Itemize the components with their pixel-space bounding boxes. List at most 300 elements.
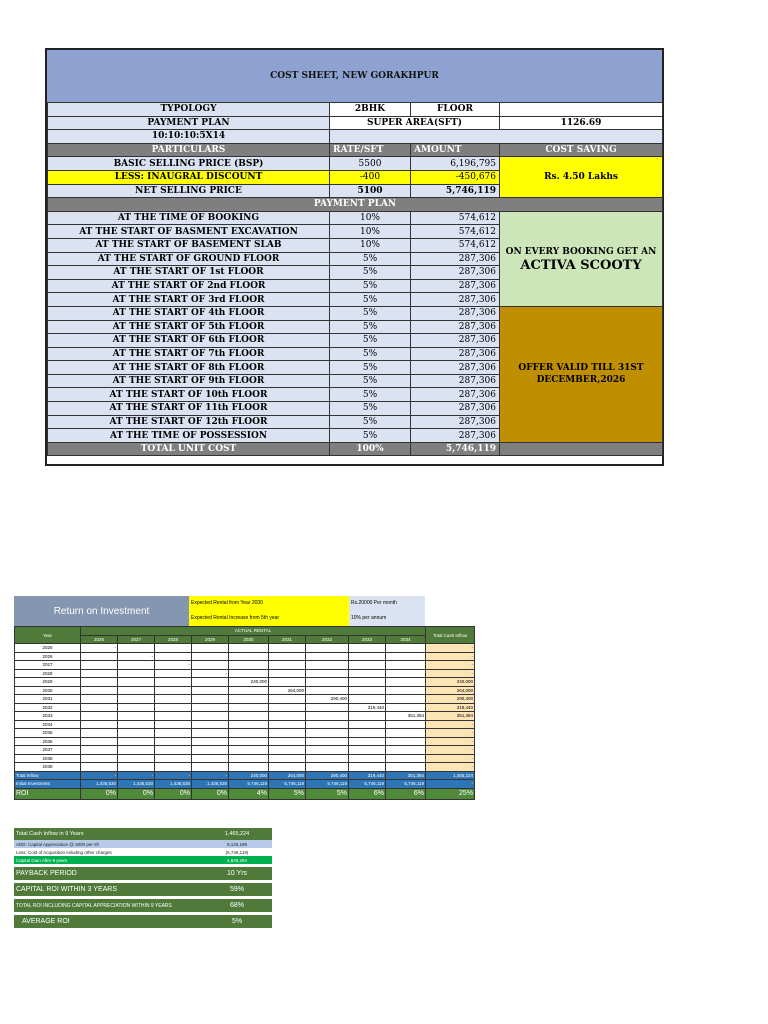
year-column-header: 2029 xyxy=(192,635,229,644)
roi-row xyxy=(15,720,475,729)
roi-row-year: 2028 xyxy=(15,669,81,678)
year-column-header: 2031 xyxy=(269,635,306,644)
appreciation-label: ADD: Capital Appreciation @ 3000 per sft xyxy=(16,841,99,847)
roi-cell xyxy=(192,703,229,712)
roi-cell xyxy=(155,763,192,772)
total-roi-label: TOTAL ROI INCLUDING CAPITAL APPRECIATION WITHIN 9 YEARS xyxy=(16,902,172,909)
year-column-header: 2033 xyxy=(349,635,386,644)
stage-amount: 287,306 xyxy=(411,306,500,320)
roi-row-year: 2037 xyxy=(15,746,81,755)
roi-cell xyxy=(229,695,269,704)
roi-cell xyxy=(349,737,386,746)
roi-cell xyxy=(386,729,426,738)
stage-amount: 287,306 xyxy=(411,252,500,266)
total-inflow-cell: 351,384 xyxy=(386,771,426,780)
roi-cell: 5% xyxy=(269,788,306,799)
typology-value: 2BHK xyxy=(330,103,411,117)
plan-code: 10:10:10:5X14 xyxy=(48,130,330,144)
capital-gain-value: 4,845,294 xyxy=(226,857,248,863)
roi-cell xyxy=(349,754,386,763)
roi-cell xyxy=(386,695,426,704)
roi-cell xyxy=(306,746,349,755)
roi-cell xyxy=(155,729,192,738)
roi-cell xyxy=(386,746,426,755)
roi-cell xyxy=(269,737,306,746)
roi-row xyxy=(15,686,475,695)
roi-row xyxy=(15,788,475,799)
roi-cell xyxy=(269,754,306,763)
roi-cell xyxy=(229,652,269,661)
roi-cell xyxy=(155,720,192,729)
cash-inflow-label: Total Cash Inflow in 9 Years xyxy=(16,831,84,837)
roi-cell xyxy=(229,746,269,755)
stage-amount: 287,306 xyxy=(411,388,500,402)
stage-label: AT THE START OF 6th FLOOR xyxy=(48,334,330,348)
total-inflow-cell: 319,440 xyxy=(349,771,386,780)
initial-investment-cell: 5,746,119 xyxy=(386,780,426,789)
roi-cell xyxy=(349,746,386,755)
roi-cell xyxy=(81,754,118,763)
roi-cell xyxy=(386,763,426,772)
stage-amount: 287,306 xyxy=(411,361,500,375)
roi-cell xyxy=(192,737,229,746)
total-amount: 5,746,119 xyxy=(411,442,500,456)
bsp-amount: 6,196,795 xyxy=(411,157,500,171)
roi-cell: 0% xyxy=(155,788,192,799)
roi-row-total: - xyxy=(426,669,475,678)
roi-cell xyxy=(155,669,192,678)
roi-row-year: 2034 xyxy=(15,720,81,729)
stage-label: AT THE START OF GROUND FLOOR xyxy=(48,252,330,266)
rate-header: RATE/SFT xyxy=(330,143,411,157)
particulars-header: PARTICULARS xyxy=(48,143,330,157)
initial-investment-cell: 5,746,119 xyxy=(269,780,306,789)
stage-label: AT THE START OF 8th FLOOR xyxy=(48,361,330,375)
roi-cell xyxy=(386,754,426,763)
roi-cell xyxy=(81,729,118,738)
booking-offer-line1: ON EVERY BOOKING GET AN xyxy=(505,246,657,257)
stage-pct: 5% xyxy=(330,306,411,320)
roi-row-total: 290,400 xyxy=(426,695,475,704)
roi-cell xyxy=(192,712,229,721)
roi-cell xyxy=(118,720,155,729)
roi-cell xyxy=(386,720,426,729)
roi-cell xyxy=(81,695,118,704)
roi-row xyxy=(15,652,475,661)
roi-cell xyxy=(155,644,192,653)
appreciation-value: 9,126,189 xyxy=(226,841,248,847)
net-rate: 5100 xyxy=(330,184,411,198)
cash-inflow-row xyxy=(14,828,272,840)
roi-cell xyxy=(386,686,426,695)
roi-total: 25% xyxy=(426,788,475,799)
stage-pct: 10% xyxy=(330,211,411,225)
stage-label: AT THE START OF 12th FLOOR xyxy=(48,415,330,429)
total-roi-row xyxy=(14,899,272,912)
roi-cell xyxy=(269,720,306,729)
stage-amount: 287,306 xyxy=(411,429,500,443)
roi-cell xyxy=(349,763,386,772)
roi-cell xyxy=(269,703,306,712)
initial-investment-cell: 5,746,119 xyxy=(306,780,349,789)
expected-rental-value: Rs.20000 Per month xyxy=(349,596,425,611)
stage-amount: 287,306 xyxy=(411,334,500,348)
roi-row xyxy=(15,729,475,738)
roi-row-year: 2031 xyxy=(15,695,81,704)
rental-increase-value: 10% per annum xyxy=(349,611,425,626)
stage-label: AT THE START OF 9th FLOOR xyxy=(48,374,330,388)
stage-amount: 574,612 xyxy=(411,238,500,252)
stage-amount: 574,612 xyxy=(411,211,500,225)
roi-row-year: 2027 xyxy=(15,661,81,670)
capital-roi-row xyxy=(14,883,272,896)
roi-cell xyxy=(118,754,155,763)
roi-cell: 351,384 xyxy=(386,712,426,721)
roi-cell xyxy=(118,703,155,712)
roi-cell xyxy=(155,652,192,661)
roi-cell xyxy=(386,737,426,746)
roi-cell xyxy=(192,763,229,772)
payment-plan-label: PAYMENT PLAN xyxy=(48,116,330,130)
roi-cell xyxy=(118,695,155,704)
roi-cell xyxy=(192,652,229,661)
roi-cell xyxy=(349,695,386,704)
roi-cell xyxy=(192,754,229,763)
roi-cell xyxy=(269,712,306,721)
payback-row xyxy=(14,867,272,880)
stage-label: AT THE START OF 10th FLOOR xyxy=(48,388,330,402)
roi-cell xyxy=(306,729,349,738)
roi-row-year: 2025 xyxy=(15,644,81,653)
year-column-header: 2026 xyxy=(81,635,118,644)
roi-cell: - xyxy=(118,652,155,661)
initial-investment-cell: 5,746,119 xyxy=(349,780,386,789)
cost-sheet-table xyxy=(47,102,663,456)
roi-cell: 319,440 xyxy=(349,703,386,712)
stage-amount: 287,306 xyxy=(411,415,500,429)
roi-row-total: - xyxy=(426,720,475,729)
roi-cell xyxy=(118,678,155,687)
roi-row-total: - xyxy=(426,661,475,670)
roi-cell xyxy=(118,763,155,772)
stage-label: AT THE START OF 4th FLOOR xyxy=(48,306,330,320)
roi-cell xyxy=(155,737,192,746)
discount-rate: -400 xyxy=(330,170,411,184)
capital-roi-value: 59% xyxy=(229,886,244,893)
total-inflow-row xyxy=(15,771,475,780)
total-inflow-cell: - xyxy=(192,771,229,780)
stage-amount: 287,306 xyxy=(411,320,500,334)
initial-investment-label: Initial Investment xyxy=(15,780,81,789)
stage-amount: 287,306 xyxy=(411,347,500,361)
year-column-header: 2030 xyxy=(229,635,269,644)
payment-plan-header: PAYMENT PLAN xyxy=(48,198,663,212)
typology-label: TYPOLOGY xyxy=(48,103,330,117)
total-inflow-cell: 264,000 xyxy=(269,771,306,780)
roi-cell xyxy=(269,669,306,678)
roi-cell xyxy=(81,720,118,729)
stage-pct: 5% xyxy=(330,320,411,334)
roi-row xyxy=(15,644,475,653)
roi-cell xyxy=(81,669,118,678)
stage-label: AT THE START OF 5th FLOOR xyxy=(48,320,330,334)
booking-offer xyxy=(500,211,663,306)
stage-pct: 5% xyxy=(330,347,411,361)
total-cash-header: Total Cash Inflow xyxy=(426,627,475,644)
roi-row xyxy=(15,746,475,755)
roi-cell xyxy=(118,712,155,721)
roi-cell xyxy=(229,644,269,653)
roi-row-total: - xyxy=(426,763,475,772)
stage-label: AT THE START OF 3rd FLOOR xyxy=(48,293,330,307)
roi-row-year: 2030 xyxy=(15,686,81,695)
average-roi-label: AVERAGE ROI xyxy=(22,918,70,925)
roi-cell xyxy=(118,644,155,653)
roi-cell xyxy=(386,669,426,678)
payback-value: 10 Yrs xyxy=(226,870,248,877)
roi-cell xyxy=(386,703,426,712)
roi-row-year: 2036 xyxy=(15,737,81,746)
roi-cell xyxy=(306,678,349,687)
stage-row xyxy=(48,306,663,320)
roi-cell: 0% xyxy=(192,788,229,799)
acquisition-value: (5,746,119) xyxy=(225,849,249,855)
roi-cell xyxy=(155,686,192,695)
roi-cell xyxy=(81,712,118,721)
roi-cell xyxy=(269,746,306,755)
discount-amount: -450,676 xyxy=(411,170,500,184)
stage-pct: 5% xyxy=(330,415,411,429)
stage-pct: 5% xyxy=(330,429,411,443)
roi-cell xyxy=(192,644,229,653)
roi-cell xyxy=(192,661,229,670)
roi-summary xyxy=(14,828,272,928)
roi-cell xyxy=(349,644,386,653)
roi-cell xyxy=(229,703,269,712)
roi-row-year: 2039 xyxy=(15,763,81,772)
roi-cell xyxy=(349,669,386,678)
roi-cell: 0% xyxy=(118,788,155,799)
roi-cell xyxy=(229,763,269,772)
rental-increase-label: Expected Rental Increase from 5th year xyxy=(189,611,349,626)
year-column-header: 2032 xyxy=(306,635,349,644)
roi-cell: - xyxy=(155,661,192,670)
total-inflow-cell: - xyxy=(118,771,155,780)
roi-row-year: 2026 xyxy=(15,652,81,661)
capital-gain-row xyxy=(14,856,272,864)
roi-row xyxy=(15,703,475,712)
initial-investment-cell: 5,746,119 xyxy=(229,780,269,789)
stage-label: AT THE START OF 1st FLOOR xyxy=(48,266,330,280)
roi-row-total: - xyxy=(426,737,475,746)
roi-cell xyxy=(306,644,349,653)
capital-gain-label: Capital Gain After 9 years xyxy=(16,857,68,863)
roi-cell xyxy=(81,652,118,661)
total-inflow-cell: - xyxy=(155,771,192,780)
total-blank xyxy=(500,442,663,456)
roi-cell: 290,400 xyxy=(306,695,349,704)
roi-cell xyxy=(81,737,118,746)
initial-investment-cell: 1,436,530 xyxy=(155,780,192,789)
bsp-rate: 5500 xyxy=(330,157,411,171)
initial-investment-cell: 1,436,530 xyxy=(118,780,155,789)
roi-cell xyxy=(306,703,349,712)
total-inflow-cell: 290,400 xyxy=(306,771,349,780)
acquisition-row xyxy=(14,848,272,856)
cash-inflow-value: 1,465,224 xyxy=(224,831,250,837)
roi-cell: 0% xyxy=(81,788,118,799)
roi-row-year: 2038 xyxy=(15,754,81,763)
stage-amount: 287,306 xyxy=(411,374,500,388)
stage-amount: 287,306 xyxy=(411,402,500,416)
roi-title: Return on Investment xyxy=(14,596,189,626)
roi-cell xyxy=(229,669,269,678)
roi-cell xyxy=(386,652,426,661)
roi-cell xyxy=(81,678,118,687)
roi-cell xyxy=(386,661,426,670)
amount-header: AMOUNT xyxy=(411,143,500,157)
floor-label: FLOOR xyxy=(411,103,500,117)
cost-saving-value: Rs. 4.50 Lakhs xyxy=(500,157,663,198)
roi-cell xyxy=(229,754,269,763)
roi-row-total: - xyxy=(426,754,475,763)
roi-row xyxy=(15,695,475,704)
cost-saving-header: COST SAVING xyxy=(500,143,663,157)
roi-cell xyxy=(349,712,386,721)
roi-row-total: 264,000 xyxy=(426,686,475,695)
stage-pct: 5% xyxy=(330,402,411,416)
roi-row xyxy=(15,661,475,670)
roi-row-total: 351,384 xyxy=(426,712,475,721)
appreciation-row xyxy=(14,840,272,848)
roi-cell xyxy=(229,729,269,738)
roi-cell xyxy=(306,652,349,661)
roi-table xyxy=(14,626,475,800)
roi-cell xyxy=(306,720,349,729)
roi-cell xyxy=(155,703,192,712)
roi-cell xyxy=(192,720,229,729)
roi-cell xyxy=(349,720,386,729)
stage-pct: 5% xyxy=(330,361,411,375)
discount-label: LESS: INAUGRAL DISCOUNT xyxy=(48,170,330,184)
roi-row xyxy=(15,763,475,772)
super-area-label: SUPER AREA(SFT) xyxy=(330,116,500,130)
roi-row-year: 2032 xyxy=(15,703,81,712)
stage-amount: 574,612 xyxy=(411,225,500,239)
roi-row-total: 240,000 xyxy=(426,678,475,687)
acquisition-label: Less: Cost of Acquisition exluding other charges xyxy=(16,849,112,855)
roi-cell xyxy=(229,661,269,670)
roi-cell: 6% xyxy=(349,788,386,799)
roi-cell xyxy=(269,652,306,661)
roi-row xyxy=(15,754,475,763)
stage-pct: 5% xyxy=(330,388,411,402)
stage-label: AT THE START OF BASEMENT SLAB xyxy=(48,238,330,252)
initial-investment-total: - xyxy=(426,780,475,789)
roi-cell: 6% xyxy=(386,788,426,799)
stage-amount: 287,306 xyxy=(411,293,500,307)
roi-cell xyxy=(118,729,155,738)
roi-cell xyxy=(229,720,269,729)
roi-cell: 264,000 xyxy=(269,686,306,695)
roi-cell xyxy=(306,661,349,670)
payback-label: PAYBACK PERIOD xyxy=(16,870,77,877)
roi-row-total: - xyxy=(426,746,475,755)
total-inflow-total: 1,465,224 xyxy=(426,771,475,780)
roi-cell xyxy=(269,644,306,653)
stage-label: AT THE START OF BASMENT EXCAVATION xyxy=(48,225,330,239)
stage-pct: 5% xyxy=(330,252,411,266)
roi-cell xyxy=(306,763,349,772)
roi-cell xyxy=(306,712,349,721)
stage-label: AT THE START OF 2nd FLOOR xyxy=(48,279,330,293)
roi-cell xyxy=(118,686,155,695)
total-pct: 100% xyxy=(330,442,411,456)
total-row xyxy=(48,442,663,456)
roi-cell: 5% xyxy=(306,788,349,799)
roi-label: ROI xyxy=(15,788,81,799)
expected-rental-label: Expected Rental from Year 2030 xyxy=(189,596,349,611)
roi-row-year: 2029 xyxy=(15,678,81,687)
roi-cell xyxy=(81,703,118,712)
roi-cell xyxy=(192,729,229,738)
roi-row xyxy=(15,669,475,678)
roi-cell xyxy=(306,737,349,746)
stage-amount: 287,306 xyxy=(411,266,500,280)
super-area-value: 1126.69 xyxy=(500,116,663,130)
roi-row-total: - xyxy=(426,652,475,661)
actual-rental-header: ACTUAL RENTAL xyxy=(81,627,426,636)
year-column-header: 2027 xyxy=(118,635,155,644)
roi-cell xyxy=(386,678,426,687)
stage-pct: 5% xyxy=(330,334,411,348)
cost-sheet xyxy=(45,48,664,466)
roi-cell xyxy=(229,737,269,746)
net-label: NET SELLING PRICE xyxy=(48,184,330,198)
stage-label: AT THE TIME OF POSSESSION xyxy=(48,429,330,443)
roi-cell xyxy=(349,652,386,661)
year-column-header: 2034 xyxy=(386,635,426,644)
roi-cell xyxy=(118,661,155,670)
roi-cell xyxy=(155,695,192,704)
roi-cell xyxy=(192,686,229,695)
stage-pct: 10% xyxy=(330,238,411,252)
bsp-label: BASIC SELLING PRICE (BSP) xyxy=(48,157,330,171)
roi-cell xyxy=(81,686,118,695)
stage-pct: 5% xyxy=(330,293,411,307)
roi-cell xyxy=(118,669,155,678)
stage-label: AT THE START OF 11th FLOOR xyxy=(48,402,330,416)
roi-cell xyxy=(386,644,426,653)
year-header: Year xyxy=(15,627,81,644)
roi-cell xyxy=(155,754,192,763)
roi-cell xyxy=(81,661,118,670)
roi-row xyxy=(15,737,475,746)
initial-investment-row xyxy=(15,780,475,789)
offer-validity: OFFER VALID TILL 31ST DECEMBER,2026 xyxy=(500,306,663,442)
roi-cell xyxy=(349,729,386,738)
stage-pct: 10% xyxy=(330,225,411,239)
roi-cell: - xyxy=(81,644,118,653)
cost-sheet-title: COST SHEET, NEW GORAKHPUR xyxy=(47,50,662,103)
roi-row-year: 2035 xyxy=(15,729,81,738)
roi-cell xyxy=(81,746,118,755)
roi-cell xyxy=(155,746,192,755)
stage-label: AT THE TIME OF BOOKING xyxy=(48,211,330,225)
total-inflow-cell: - xyxy=(81,771,118,780)
roi-cell xyxy=(349,678,386,687)
roi-cell xyxy=(192,678,229,687)
